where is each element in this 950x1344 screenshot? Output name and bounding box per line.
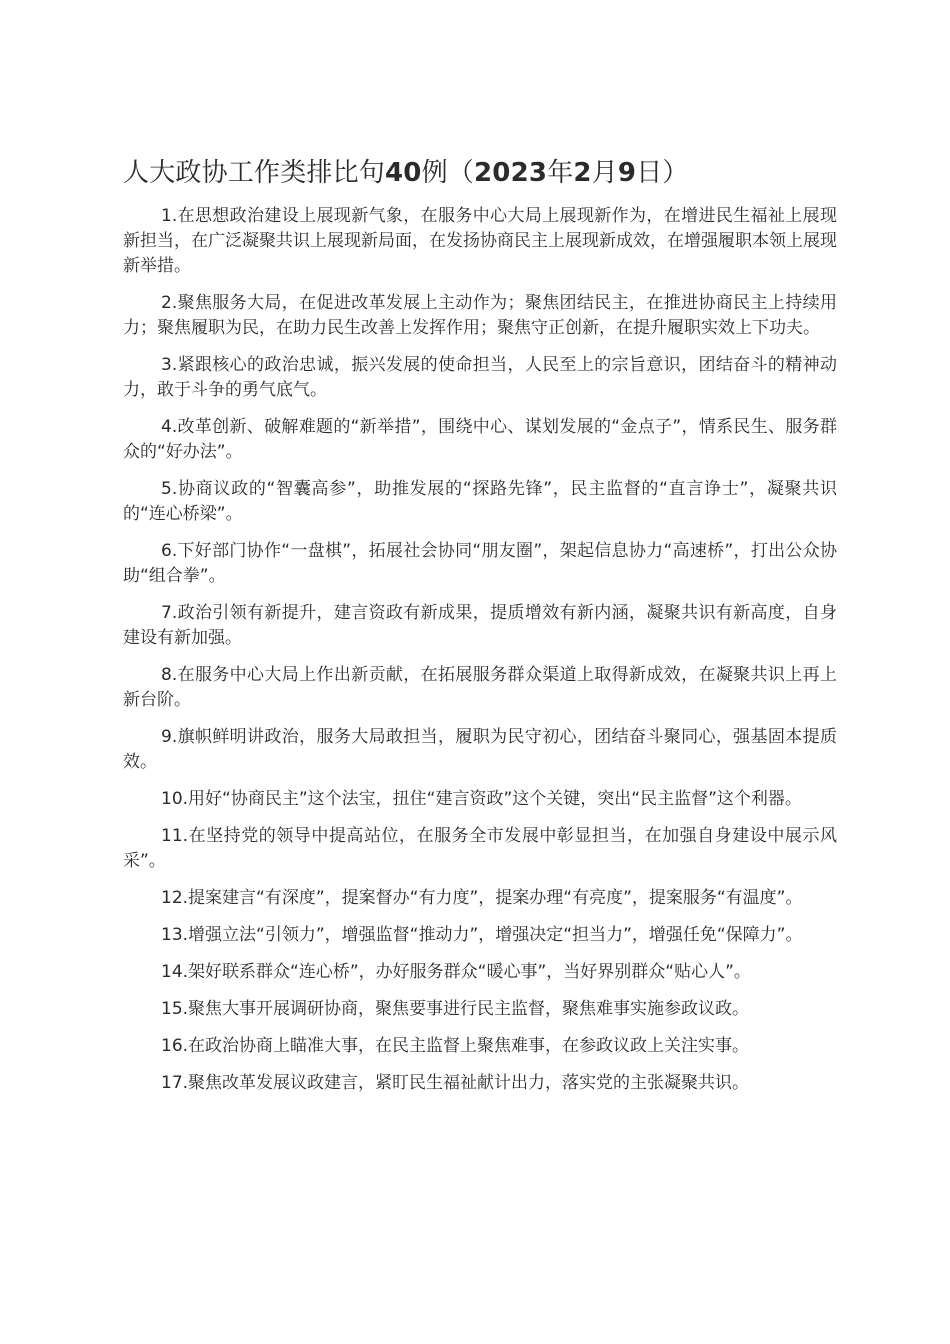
paragraph-1: 1.在思想政治建设上展现新气象，在服务中心大局上展现新作为，在增进民生福祉上展现新担当，在广泛凝聚共识上展现新局面，在发扬协商民主上展现新成效，在增强履职本领上展现新举措。 (123, 206, 837, 276)
paragraph-9: 9.旗帜鲜明讲政治，服务大局敢担当，履职为民守初心，团结奋斗聚同心，强基固本提质效。 (123, 727, 837, 772)
paragraph-10: 10.用好“协商民主”这个法宝，扭住“建言资政”这个关键，突出“民主监督”这个利器。 (161, 789, 802, 809)
paragraph-13: 13.增强立法“引领力”，增强监督“推动力”，增强决定“担当力”，增强任免“保障力”。 (161, 925, 803, 945)
title-text-5: 日） (636, 158, 689, 188)
paragraph-16: 16.在政治协商上瞄准大事，在民主监督上聚焦难事，在参政议政上关注实事。 (161, 1036, 750, 1056)
paragraph-14: 14.架好联系群众“连心桥”，办好服务群众“暖心事”，当好界别群众“贴心人”。 (161, 962, 751, 982)
paragraph-3: 3.紧跟核心的政治忠诚，振兴发展的使命担当，人民至上的宗旨意识，团结奋斗的精神动力，敢于斗争的勇气底气。 (123, 355, 837, 400)
paragraph-6: 6.下好部门协作“一盘棋”，拓展社会协同“朋友圈”，架起信息协力“高速桥”，打出公众协助“组合拳”。 (123, 541, 837, 586)
paragraph-5: 5.协商议政的“智囊高参”，助推发展的“探路先锋”，民主监督的“直言诤士”，凝聚共识的“连心桥梁”。 (123, 479, 837, 524)
paragraph-7: 7.政治引领有新提升，建言资政有新成果，提质增效有新内涵，凝聚共识有新高度，自身建设有新加强。 (123, 603, 837, 648)
paragraph-17: 17.聚焦改革发展议政建言，紧盯民生福祉献计出力，落实党的主张凝聚共识。 (161, 1073, 750, 1093)
title-day: 9 (617, 158, 637, 188)
title-text-4: 月 (591, 158, 618, 188)
paragraph-11: 11.在坚持党的领导中提高站位，在服务全市发展中彰显担当，在加强自身建设中展示风采”。 (123, 826, 837, 871)
document-title (123, 150, 837, 196)
paragraph-15: 15.聚焦大事开展调研协商，聚焦要事进行民主监督，聚焦难事实施参政议政。 (161, 999, 750, 1019)
title-text-1: 人大政协工作类排比句 (123, 158, 386, 188)
title-text-3: 年 (547, 158, 574, 188)
paragraph-12: 12.提案建言“有深度”，提案督办“有力度”，提案办理“有亮度”，提案服务“有温度”。 (161, 888, 803, 908)
title-year: 2023 (474, 158, 548, 188)
document-page (123, 150, 837, 1108)
paragraph-2: 2.聚焦服务大局，在促进改革发展上主动作为；聚焦团结民主，在推进协商民主上持续用力；聚焦履职为民，在助力民生改善上发挥作用；聚焦守正创新，在提升履职实效上下功夫。 (123, 293, 837, 338)
title-text-2: 例（ (421, 158, 475, 188)
paragraph-4: 4.改革创新、破解难题的“新举措”，围绕中心、谋划发展的“金点子”，情系民生、服务群众的“好办法”。 (123, 417, 837, 462)
paragraph-8: 8.在服务中心大局上作出新贡献，在拓展服务群众渠道上取得新成效，在凝聚共识上再上新台阶。 (123, 665, 837, 710)
title-count: 40 (385, 158, 422, 188)
title-month: 2 (573, 158, 592, 188)
